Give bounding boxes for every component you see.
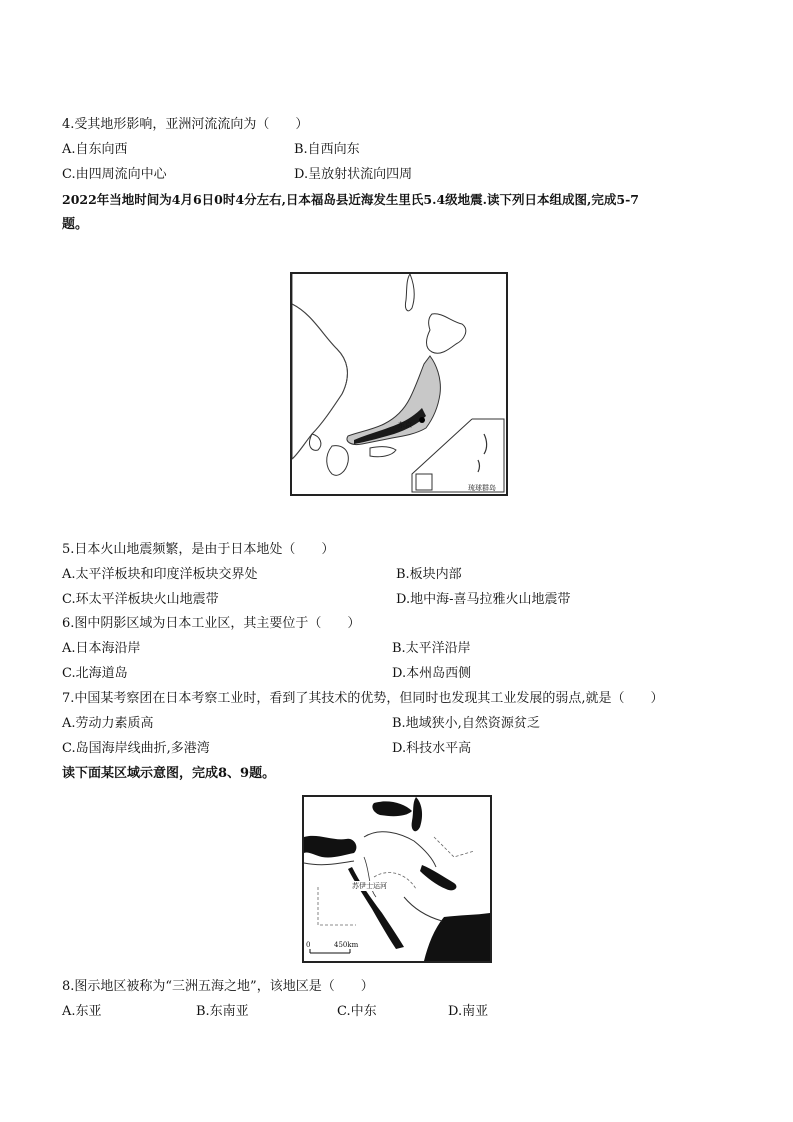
middle-east-map-drawing xyxy=(304,797,490,961)
q6-option-c: C.北海道岛 xyxy=(62,666,128,681)
q4-option-d: D.呈放射状流向四周 xyxy=(294,167,413,182)
q5-stem: 5.日本火山地震频繁，是由于日本地处（ ） xyxy=(62,542,335,557)
q6-option-a: A.日本海沿岸 xyxy=(62,641,141,656)
intro-japan-line1: 2022年当地时间为4月6日0时4分左右,日本福岛县近海发生里氏5.4级地震.读下列日本组成图,完成5-7 xyxy=(62,192,639,207)
scale-value-label: 450km xyxy=(334,941,359,949)
intro-japan-line2: 题。 xyxy=(62,217,89,232)
q7-option-d: D.科技水平高 xyxy=(392,741,472,756)
q8-stem: 8.图示地区被称为“三洲五海之地”，该地区是（ ） xyxy=(62,979,374,994)
q8-option-c: C.中东 xyxy=(337,1004,377,1019)
q6-option-b: B.太平洋沿岸 xyxy=(392,641,471,656)
intro-region-line1: 读下面某区域示意图，完成8、9题。 xyxy=(62,766,276,781)
q8-option-a: A.东亚 xyxy=(62,1004,102,1019)
q6-option-d: D.本州岛西侧 xyxy=(392,666,472,681)
q5-option-d: D.地中海-喜马拉雅火山地震带 xyxy=(396,592,571,607)
q5-option-c: C.环太平洋板块火山地震带 xyxy=(62,592,219,607)
japan-map xyxy=(290,272,508,496)
q7-option-b: B.地域狭小,自然资源贫乏 xyxy=(392,716,540,731)
scale-zero-label: 0 xyxy=(306,941,311,949)
q7-stem: 7.中国某考察团在日本考察工业时，看到了其技术的优势，但同时也发现其工业发展的弱点,就是（ ） xyxy=(62,691,664,706)
q7-option-c: C.岛国海岸线曲折,多港湾 xyxy=(62,741,210,756)
q8-option-d: D.南亚 xyxy=(448,1004,489,1019)
q5-option-a: A.太平洋板块和印度洋板块交界处 xyxy=(62,567,258,582)
suez-canal-label: 苏伊士运河 xyxy=(352,882,387,890)
ryukyu-label: 琉球群岛 xyxy=(468,484,496,492)
tokyo-label: 东京 xyxy=(398,421,412,429)
q6-stem: 6.图中阴影区域为日本工业区，其主要位于（ ） xyxy=(62,616,361,631)
q4-option-a: A.自东向西 xyxy=(62,142,128,157)
q4-option-c: C.由四周流向中心 xyxy=(62,167,167,182)
q5-option-b: B.板块内部 xyxy=(396,567,462,582)
q8-option-b: B.东南亚 xyxy=(196,1004,249,1019)
japan-map-drawing xyxy=(292,274,506,494)
q4-stem: 4.受其地形影响，亚洲河流流向为（ ） xyxy=(62,117,309,132)
q7-option-a: A.劳动力素质高 xyxy=(62,716,154,731)
middle-east-map xyxy=(302,795,492,963)
q4-option-b: B.自西向东 xyxy=(294,142,360,157)
